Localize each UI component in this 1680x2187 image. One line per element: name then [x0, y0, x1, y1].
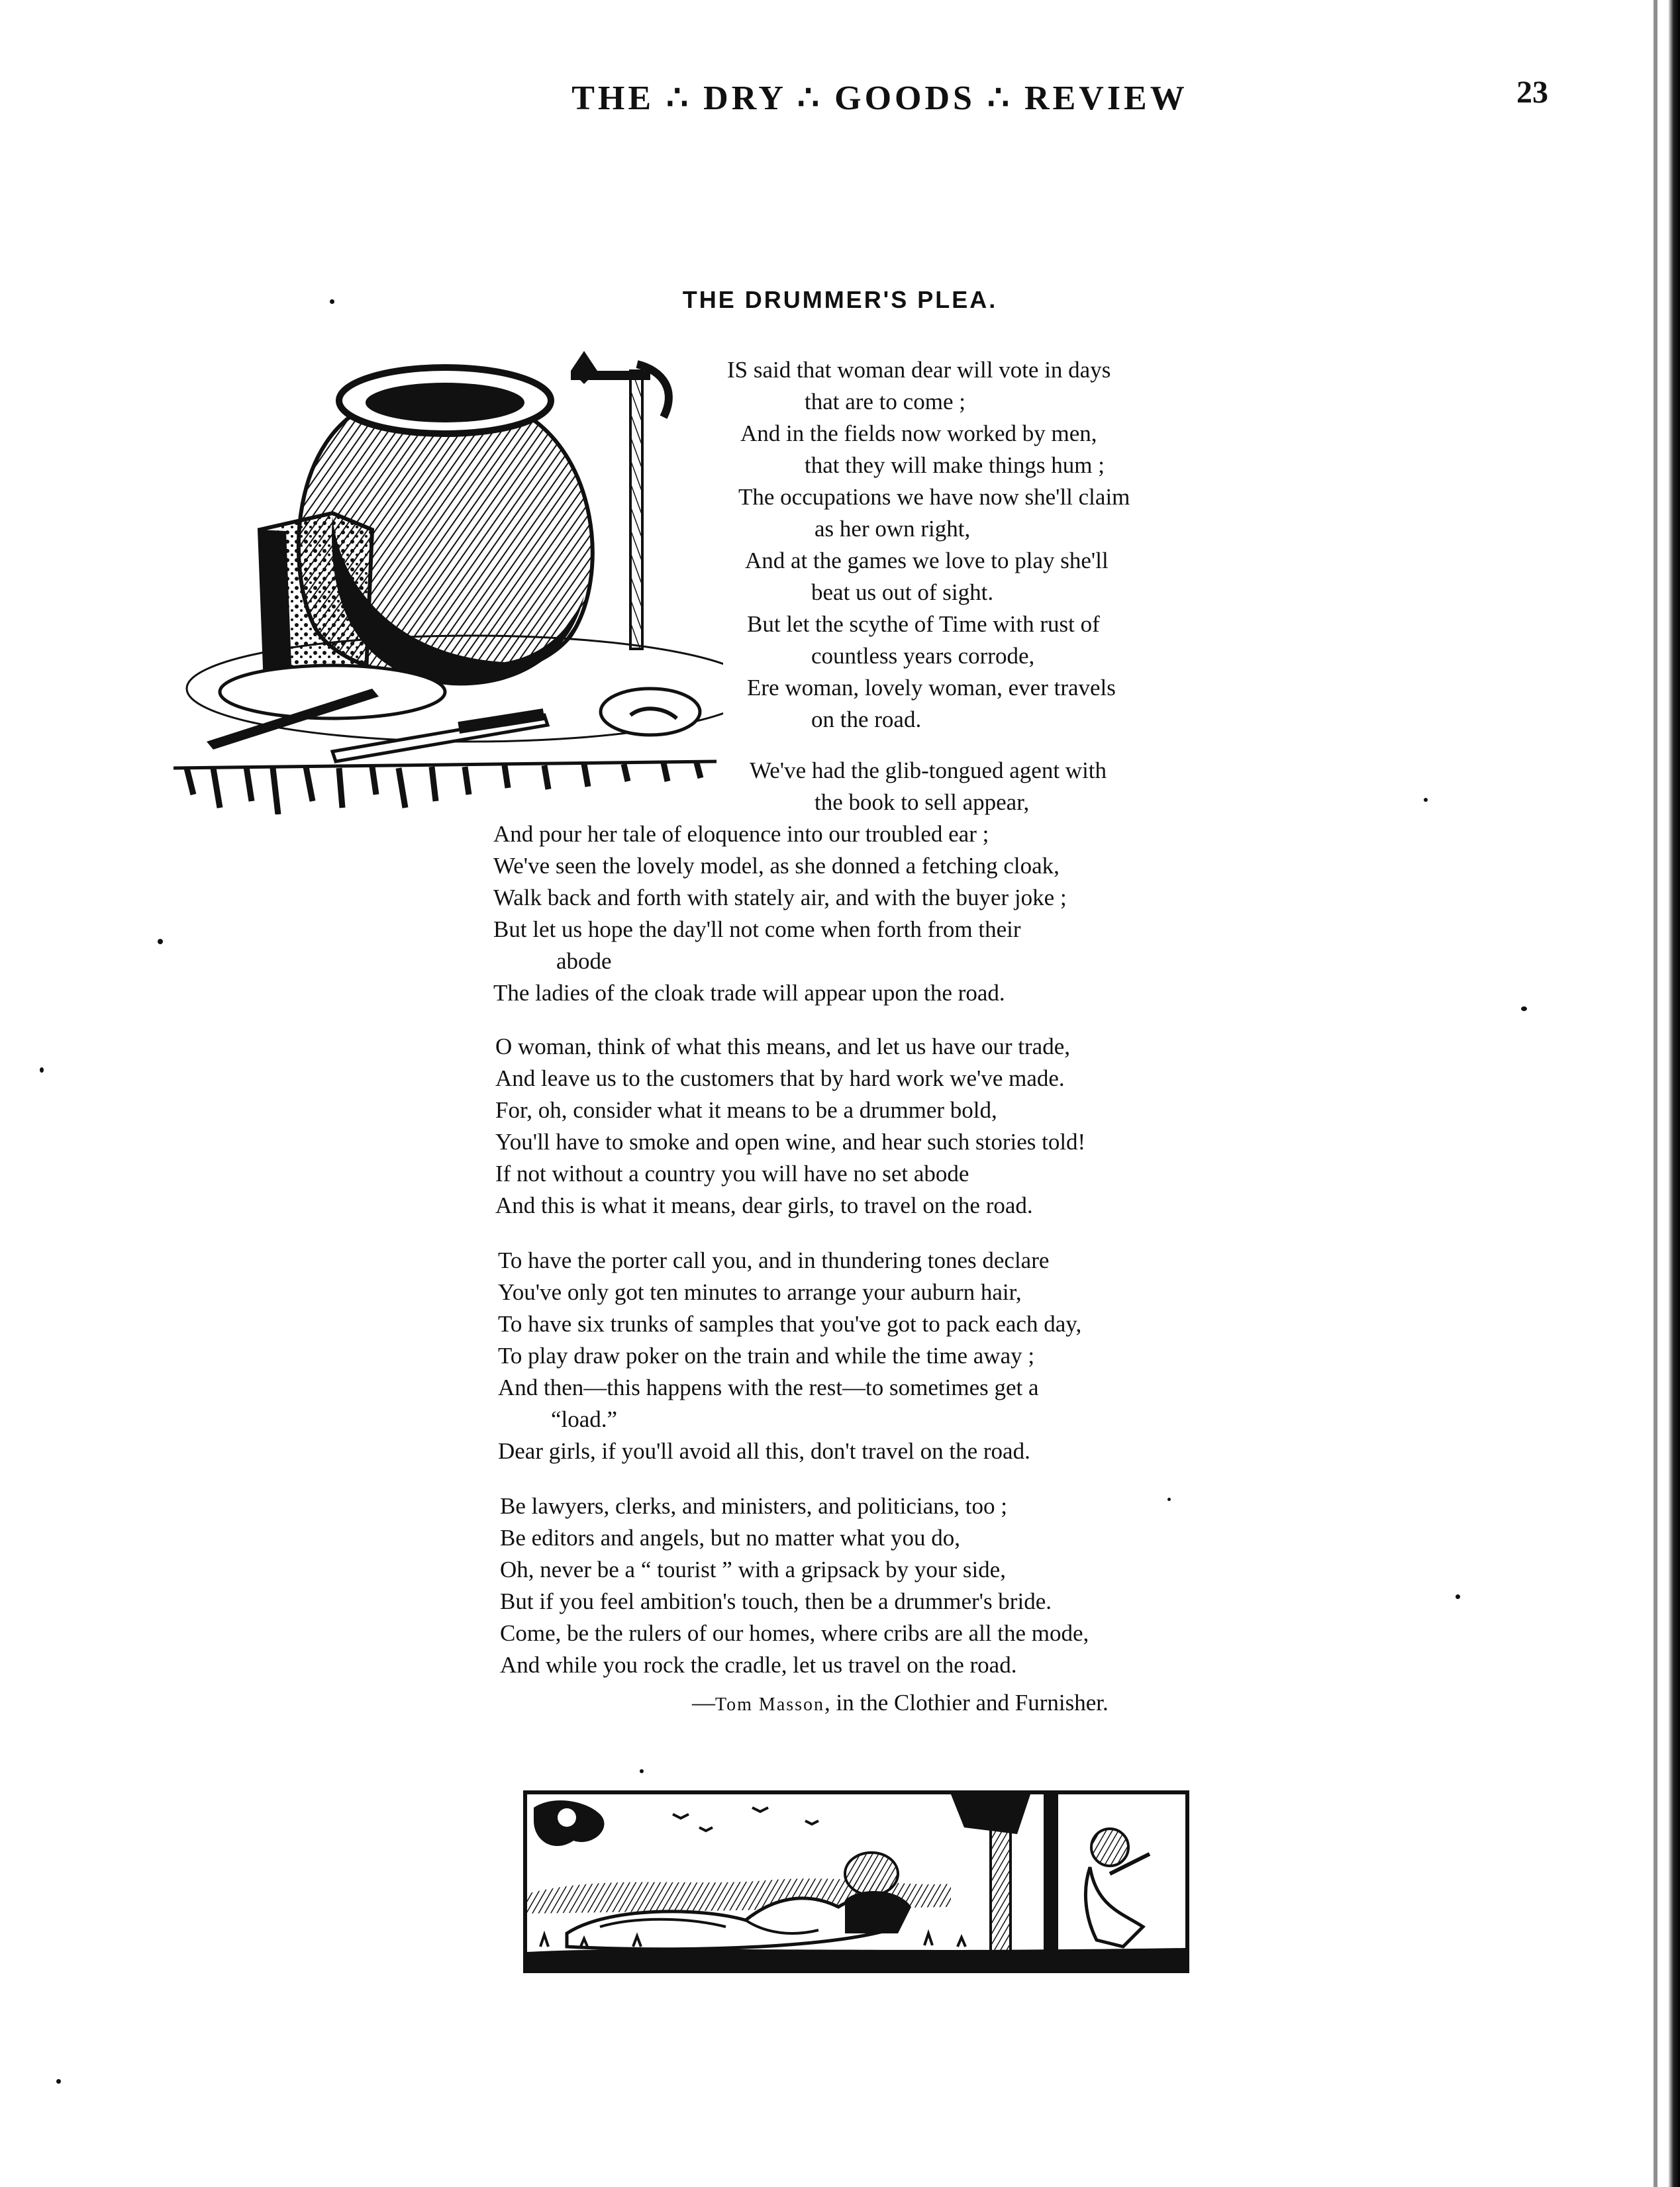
poem-line: The occupations we have now she'll claim [738, 484, 1130, 510]
poem-line: “load.” [551, 1406, 618, 1432]
poem-line: O woman, think of what this means, and let us have our trade, [495, 1034, 1070, 1059]
poem-line: Dear girls, if you'll avoid all this, don't travel on the road. [498, 1438, 1030, 1464]
attribution-dash: — [692, 1690, 715, 1716]
poem-line: Oh, never be a “ tourist ” with a gripsack by your side, [500, 1557, 1006, 1582]
attribution-author: Tom Masson [715, 1694, 825, 1715]
poem-line: The ladies of the cloak trade will appear upon the road. [493, 980, 1005, 1006]
poem-line: And this is what it means, dear girls, to travel on the road. [495, 1192, 1033, 1218]
poem-line: You'll have to smoke and open wine, and hear such stories told! [495, 1129, 1086, 1155]
poem-line: And pour her tale of eloquence into our troubled ear ; [493, 821, 989, 847]
poem-line: But if you feel ambition's touch, then be a drummer's bride. [500, 1588, 1052, 1614]
landscape-vignette-illustration [527, 1794, 1185, 1969]
bottom-vignette [523, 1790, 1189, 1973]
poem-line: the book to sell appear, [815, 789, 1030, 815]
poem-attribution [692, 1690, 1109, 1716]
poem-line: To have the porter call you, and in thundering tones declare [498, 1247, 1050, 1273]
poem-line: But let us hope the day'll not come when forth from their [493, 916, 1021, 942]
poem-line: IS said that woman dear will vote in days [727, 357, 1111, 383]
poem-line: You've only got ten minutes to arrange your auburn hair, [498, 1279, 1022, 1305]
poem-line: And while you rock the cradle, let us travel on the road. [500, 1652, 1017, 1678]
poem-line: To play draw poker on the train and while the time away ; [498, 1343, 1035, 1369]
poem-line: as her own right, [815, 516, 971, 542]
poem-line: Come, be the rulers of our homes, where cribs are all the mode, [500, 1620, 1089, 1646]
publication-title: THE ∴ DRY ∴ GOODS ∴ REVIEW [571, 79, 1188, 117]
poem-line: beat us out of sight. [811, 579, 994, 605]
poem-line: that they will make things hum ; [805, 452, 1105, 478]
poem-line: Ere woman, lovely woman, ever travels [747, 675, 1116, 701]
poem-line: Walk back and forth with stately air, and with the buyer joke ; [493, 885, 1067, 910]
poem-line: And in the fields now worked by men, [740, 420, 1097, 446]
poem-line: If not without a country you will have no set abode [495, 1161, 969, 1187]
poem-line: Be editors and angels, but no matter what you do, [500, 1525, 960, 1551]
poem-line: But let the scythe of Time with rust of [747, 611, 1100, 637]
attribution-source: , in the Clothier and Furnisher. [824, 1690, 1109, 1716]
poem-line: countless years corrode, [811, 643, 1035, 669]
poem-line: on the road. [811, 706, 922, 732]
poem-line: For, oh, consider what it means to be a drummer bold, [495, 1097, 997, 1123]
poem-line: We've seen the lovely model, as she donned a fetching cloak, [493, 853, 1060, 879]
poem-title: THE DRUMMER'S PLEA. [682, 286, 998, 313]
poem-line: And leave us to the customers that by hard work we've made. [495, 1065, 1065, 1091]
poem-line: And then—this happens with the rest—to sometimes get a [498, 1375, 1039, 1400]
poem-line: We've had the glib-tongued agent with [750, 757, 1107, 783]
poem-line: Be lawyers, clerks, and ministers, and politicians, too ; [500, 1493, 1007, 1519]
poem-line: To have six trunks of samples that you've got to pack each day, [498, 1311, 1082, 1337]
poem-line: that are to come ; [805, 389, 965, 414]
poem-line: And at the games we love to play she'll [745, 548, 1109, 573]
page-number: 23 [1516, 75, 1548, 110]
poem-line: abode [556, 948, 612, 974]
